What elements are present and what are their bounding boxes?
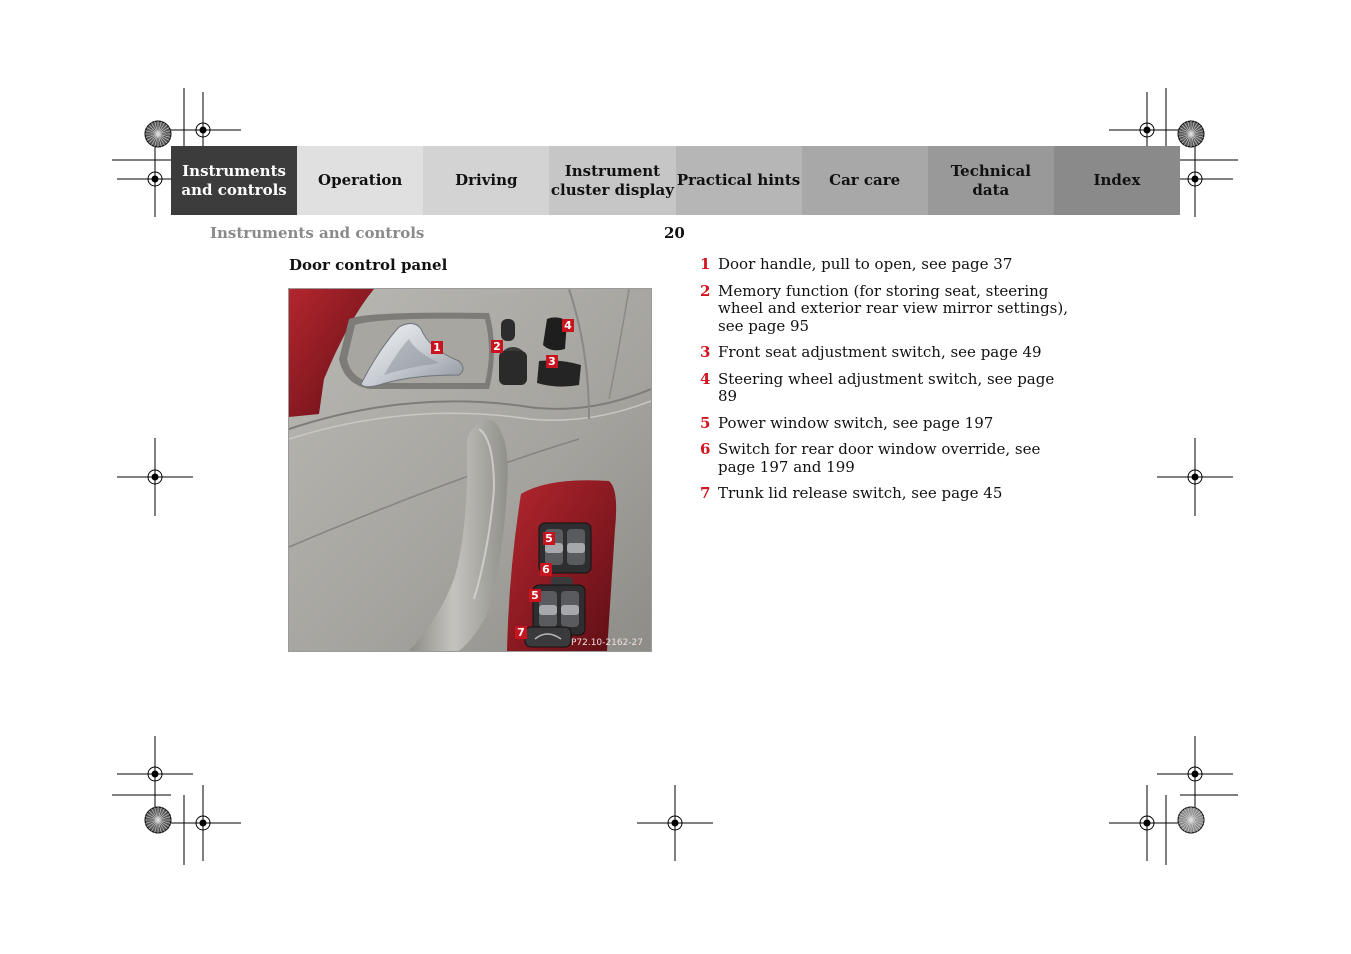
legend-number: 1 <box>700 255 711 273</box>
legend-number: 7 <box>700 484 711 502</box>
color-rosette-icon <box>145 121 171 147</box>
legend-item <box>697 283 1077 336</box>
callout-4: 4 <box>562 319 574 332</box>
legend-item <box>697 415 1077 433</box>
figure-code: P72.10-2162-27 <box>570 638 643 648</box>
legend-text: Front seat adjustment switch, see page 49 <box>718 343 1042 361</box>
legend-text: Steering wheel adjustment switch, see page 89 <box>718 369 1055 405</box>
legend-list <box>697 256 1077 512</box>
tab-driving[interactable]: Driving <box>423 146 549 215</box>
tab-technical-data[interactable]: Technical data <box>928 146 1054 215</box>
callout-7: 7 <box>515 626 527 639</box>
legend-text: Power window switch, see page 197 <box>718 413 994 432</box>
door-panel-drawing <box>289 289 651 651</box>
legend-text: Memory function (for storing seat, steering wheel and exterior rear view mirror settings), see page 95 <box>718 281 1068 335</box>
tab-instrument-cluster-display[interactable]: Instrument cluster display <box>549 146 675 215</box>
legend-item <box>697 344 1077 362</box>
tab-practical-hints[interactable]: Practical hints <box>676 146 802 215</box>
running-header-section: Instruments and controls <box>210 224 425 242</box>
color-rosette-icon <box>1178 121 1204 147</box>
legend-number: 5 <box>700 413 711 432</box>
callout-2: 2 <box>491 340 503 353</box>
callout-1: 1 <box>431 341 443 354</box>
section-heading: Door control panel <box>289 256 448 274</box>
legend-number: 4 <box>700 369 711 388</box>
legend-number: 6 <box>700 440 711 458</box>
legend-text: Trunk lid release switch, see page 45 <box>718 484 1003 502</box>
legend-item <box>697 485 1077 503</box>
legend-text: Switch for rear door window override, see page 197 and 199 <box>718 440 1041 476</box>
legend-item <box>697 371 1077 406</box>
legend-text: Door handle, pull to open, see page 37 <box>718 255 1013 273</box>
callout-6: 6 <box>540 563 552 576</box>
callout-5-upper: 5 <box>543 532 555 545</box>
legend-number: 3 <box>700 343 711 361</box>
chapter-tab-bar <box>171 146 1180 215</box>
page-number: 20 <box>664 224 685 242</box>
tab-index[interactable]: Index <box>1054 146 1180 215</box>
door-control-panel-illustration <box>288 288 652 652</box>
legend-number: 2 <box>700 281 711 300</box>
callout-3: 3 <box>546 355 558 368</box>
callout-5-lower: 5 <box>529 589 541 602</box>
legend-item <box>697 256 1077 274</box>
tab-operation[interactable]: Operation <box>297 146 423 215</box>
color-rosette-icon <box>145 807 171 833</box>
tab-instruments-and-controls[interactable]: Instruments and controls <box>171 146 297 215</box>
tab-car-care[interactable]: Car care <box>802 146 928 215</box>
legend-item <box>697 441 1077 476</box>
color-rosette-icon <box>1178 807 1204 833</box>
